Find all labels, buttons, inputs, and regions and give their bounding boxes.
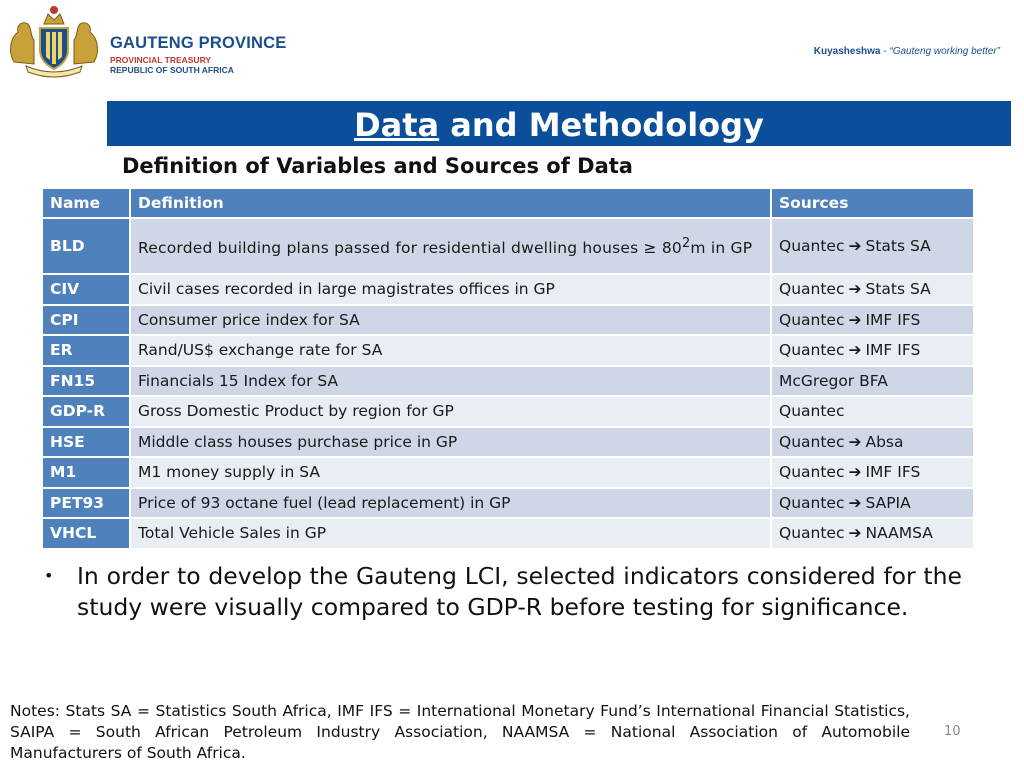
footnotes: Notes: Stats SA = Statistics South Africa, IMF IFS = International Monetary Fund’s International Financial Statistics, SAIPA = South African Petroleum Industry Association, NAAMSA = National Association of Automobile Manufacturers of South Africa. [10, 702, 910, 762]
variable-source [770, 489, 973, 518]
source-primary: Quantec [779, 402, 845, 421]
variable-source [770, 275, 973, 304]
variable-definition: Civil cases recorded in large magistrates offices in GP [129, 275, 770, 304]
column-header-definition: Definition [129, 189, 770, 217]
arrow-right-icon: ➔ [848, 524, 862, 543]
variable-name: BLD [43, 219, 129, 273]
bullet-point [44, 561, 962, 622]
definition-text: Recorded building plans passed for residential dwelling houses ≥ 80 [138, 239, 682, 258]
source-primary: Quantec [779, 237, 845, 255]
source-secondary: NAAMSA [865, 524, 933, 543]
variable-name: GDP-R [43, 397, 129, 426]
table-row [43, 336, 973, 365]
arrow-right-icon: ➔ [848, 310, 862, 329]
column-header-name: Name [43, 189, 129, 217]
variable-definition: Consumer price index for SA [129, 306, 770, 335]
variable-source [770, 458, 973, 487]
variable-name: VHCL [43, 519, 129, 548]
arrow-right-icon: ➔ [848, 237, 862, 255]
title-rest: and Methodology [439, 106, 764, 144]
organization-name: GAUTENG PROVINCE [110, 34, 287, 52]
source-secondary: IMF IFS [865, 341, 921, 360]
source-secondary: Stats SA [865, 237, 931, 255]
variable-definition: Total Vehicle Sales in GP [129, 519, 770, 548]
variable-definition: M1 money supply in SA [129, 458, 770, 487]
definition-text-end: m in GP [690, 239, 753, 258]
page-number: 10 [944, 724, 961, 739]
variable-source [770, 367, 973, 396]
variable-source [770, 219, 973, 273]
variable-definition: Gross Domestic Product by region for GP [129, 397, 770, 426]
source-secondary: IMF IFS [865, 463, 921, 482]
table-row [43, 489, 973, 518]
bullet-text: In order to develop the Gauteng LCI, selected indicators considered for the study were visually compared to GDP-R before testing for significance. [77, 562, 962, 621]
source-primary: Quantec [779, 493, 845, 512]
source-secondary: Absa [865, 432, 904, 451]
arrow-right-icon: ➔ [848, 493, 862, 512]
variable-definition: Price of 93 octane fuel (lead replacement) in GP [129, 489, 770, 518]
source-secondary: Stats SA [865, 280, 931, 299]
variable-name: HSE [43, 428, 129, 457]
table-row [43, 428, 973, 457]
variable-name: FN15 [43, 367, 129, 396]
table-row [43, 367, 973, 396]
column-header-sources: Sources [770, 189, 973, 217]
variable-name: ER [43, 336, 129, 365]
bullet-marker: • [44, 566, 54, 585]
source-secondary: SAPIA [865, 493, 911, 512]
source-primary: Quantec [779, 280, 845, 299]
variable-source [770, 519, 973, 548]
variable-source [770, 397, 973, 426]
variable-name: CIV [43, 275, 129, 304]
variables-table [43, 187, 973, 550]
table-row [43, 519, 973, 548]
slogan-separator: - [880, 46, 890, 57]
arrow-right-icon: ➔ [848, 463, 862, 482]
source-primary: Quantec [779, 310, 845, 329]
table-row [43, 275, 973, 304]
variable-definition [129, 219, 770, 273]
arrow-right-icon: ➔ [848, 341, 862, 360]
table-row [43, 458, 973, 487]
title-banner [107, 101, 1011, 146]
source-primary: Quantec [779, 524, 845, 543]
slogan-quote: “Gauteng working better” [889, 46, 1000, 57]
variable-name: PET93 [43, 489, 129, 518]
source-primary: Quantec [779, 341, 845, 360]
source-primary: McGregor BFA [779, 371, 888, 390]
table-header-row [43, 189, 973, 217]
source-secondary: IMF IFS [865, 310, 921, 329]
table-row [43, 306, 973, 335]
source-primary: Quantec [779, 463, 845, 482]
variable-definition: Financials 15 Index for SA [129, 367, 770, 396]
variable-name: M1 [43, 458, 129, 487]
table-row [43, 397, 973, 426]
variable-source [770, 336, 973, 365]
slogan-word: Kuyasheshwa [813, 46, 881, 57]
organization-block [110, 34, 286, 75]
organization-country: REPUBLIC OF SOUTH AFRICA [110, 65, 234, 75]
variable-source [770, 428, 973, 457]
coat-of-arms-logo [4, 2, 104, 78]
variable-definition: Middle class houses purchase price in GP [129, 428, 770, 457]
slogan [814, 46, 1000, 57]
organization-department: PROVINCIAL TREASURY [110, 55, 212, 65]
source-primary: Quantec [779, 432, 845, 451]
arrow-right-icon: ➔ [848, 280, 862, 299]
definition-superscript: 2 [681, 235, 691, 251]
table-row [43, 219, 973, 273]
page-subtitle: Definition of Variables and Sources of Data [122, 154, 633, 178]
variable-definition: Rand/US$ exchange rate for SA [129, 336, 770, 365]
variable-source [770, 306, 973, 335]
title-underlined-word: Data [354, 106, 440, 144]
variable-name: CPI [43, 306, 129, 335]
arrow-right-icon: ➔ [848, 432, 862, 451]
